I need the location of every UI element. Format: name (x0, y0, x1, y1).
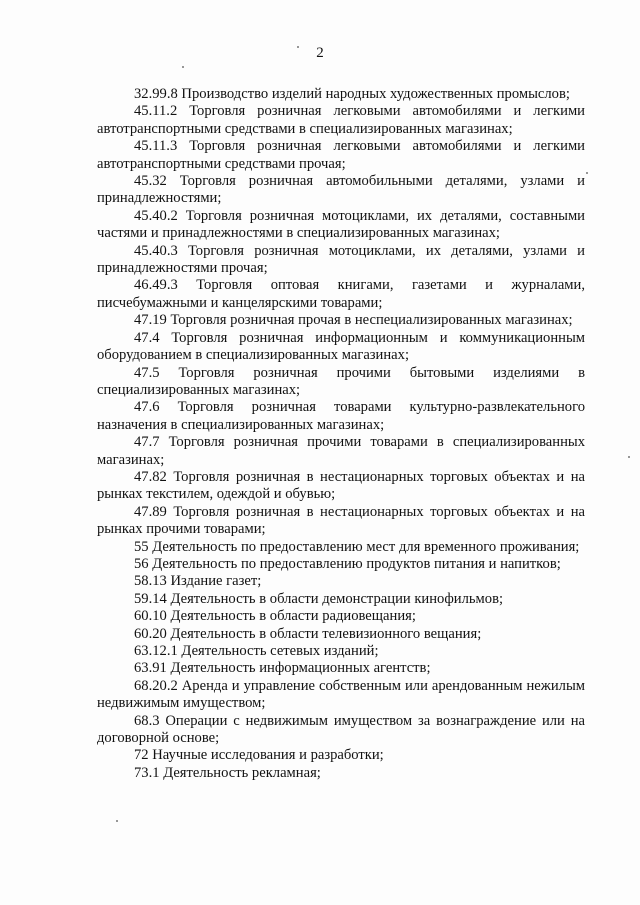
list-item: 47.4 Торговля розничная информационным и коммуникационным оборудованием в специализированных магазинах; (97, 329, 585, 364)
list-item: 46.49.3 Торговля оптовая книгами, газетами и журналами, писчебумажными и канцелярскими товарами; (97, 277, 585, 311)
list-item: 68.3 Операции с недвижимым имуществом за вознаграждение или на договорной основе; (97, 712, 585, 747)
list-item: 45.40.3 Торговля розничная мотоциклами, их деталями, узлами и принадлежностями прочая; (97, 242, 585, 277)
list-item: 32.99.8 Производство изделий народных художественных промыслов; (134, 86, 570, 102)
list-item: 55 Деятельность по предоставлению мест для временного проживания; (134, 538, 580, 555)
list-item: 68.20.2 Аренда и управление собственным или арендованным нежилым недвижимым имуществом; (97, 677, 585, 712)
list-item: 45.11.3 Торговля розничная легковыми автомобилями и легкими автотранспортными средствами прочая; (97, 138, 585, 172)
list-item: 63.91 Деятельность информационных агентств; (134, 660, 431, 677)
list-item: 47.82 Торговля розничная в нестационарных торговых объектах и на рынках текстилем, одеждой и обувью; (97, 468, 585, 503)
list-item: 59.14 Деятельность в области демонстрации кинофильмов; (134, 590, 504, 607)
list-item: 60.20 Деятельность в области телевизионного вещания; (134, 625, 482, 642)
page-number: 2 (316, 45, 324, 61)
activity-code-list (97, 86, 585, 782)
list-item: 45.32 Торговля розничная автомобильными деталями, узлами и принадлежностями; (97, 173, 585, 207)
list-item: 47.19 Торговля розничная прочая в неспециализированных магазинах; (134, 312, 573, 329)
list-item: 47.6 Торговля розничная товарами культурно-развлекательного назначения в специализированных магазинах; (97, 399, 585, 433)
list-item: 63.12.1 Деятельность сетевых изданий; (134, 643, 379, 659)
list-item: 72 Научные исследования и разработки; (134, 747, 384, 764)
list-item: 47.5 Торговля розничная прочими бытовыми изделиями в специализированных магазинах; (97, 364, 585, 398)
list-item: 60.10 Деятельность в области радиовещания; (134, 608, 416, 625)
list-item: 56 Деятельность по предоставлению продуктов питания и напитков; (134, 555, 561, 572)
list-item: 47.89 Торговля розничная в нестационарных торговых объектах и на рынках прочими товарами; (97, 503, 585, 538)
list-item: 45.11.2 Торговля розничная легковыми автомобилями и легкими автотранспортными средствами в специализированных магазинах; (97, 103, 585, 137)
list-item: 45.40.2 Торговля розничная мотоциклами, их деталями, составными частями и принадлежностями в специализированных магазинах; (97, 207, 585, 242)
list-item: 73.1 Деятельность рекламная; (134, 764, 321, 781)
list-item: 47.7 Торговля розничная прочими товарами в специализированных магазинах; (97, 434, 585, 468)
list-item: 58.13 Издание газет; (134, 573, 262, 590)
